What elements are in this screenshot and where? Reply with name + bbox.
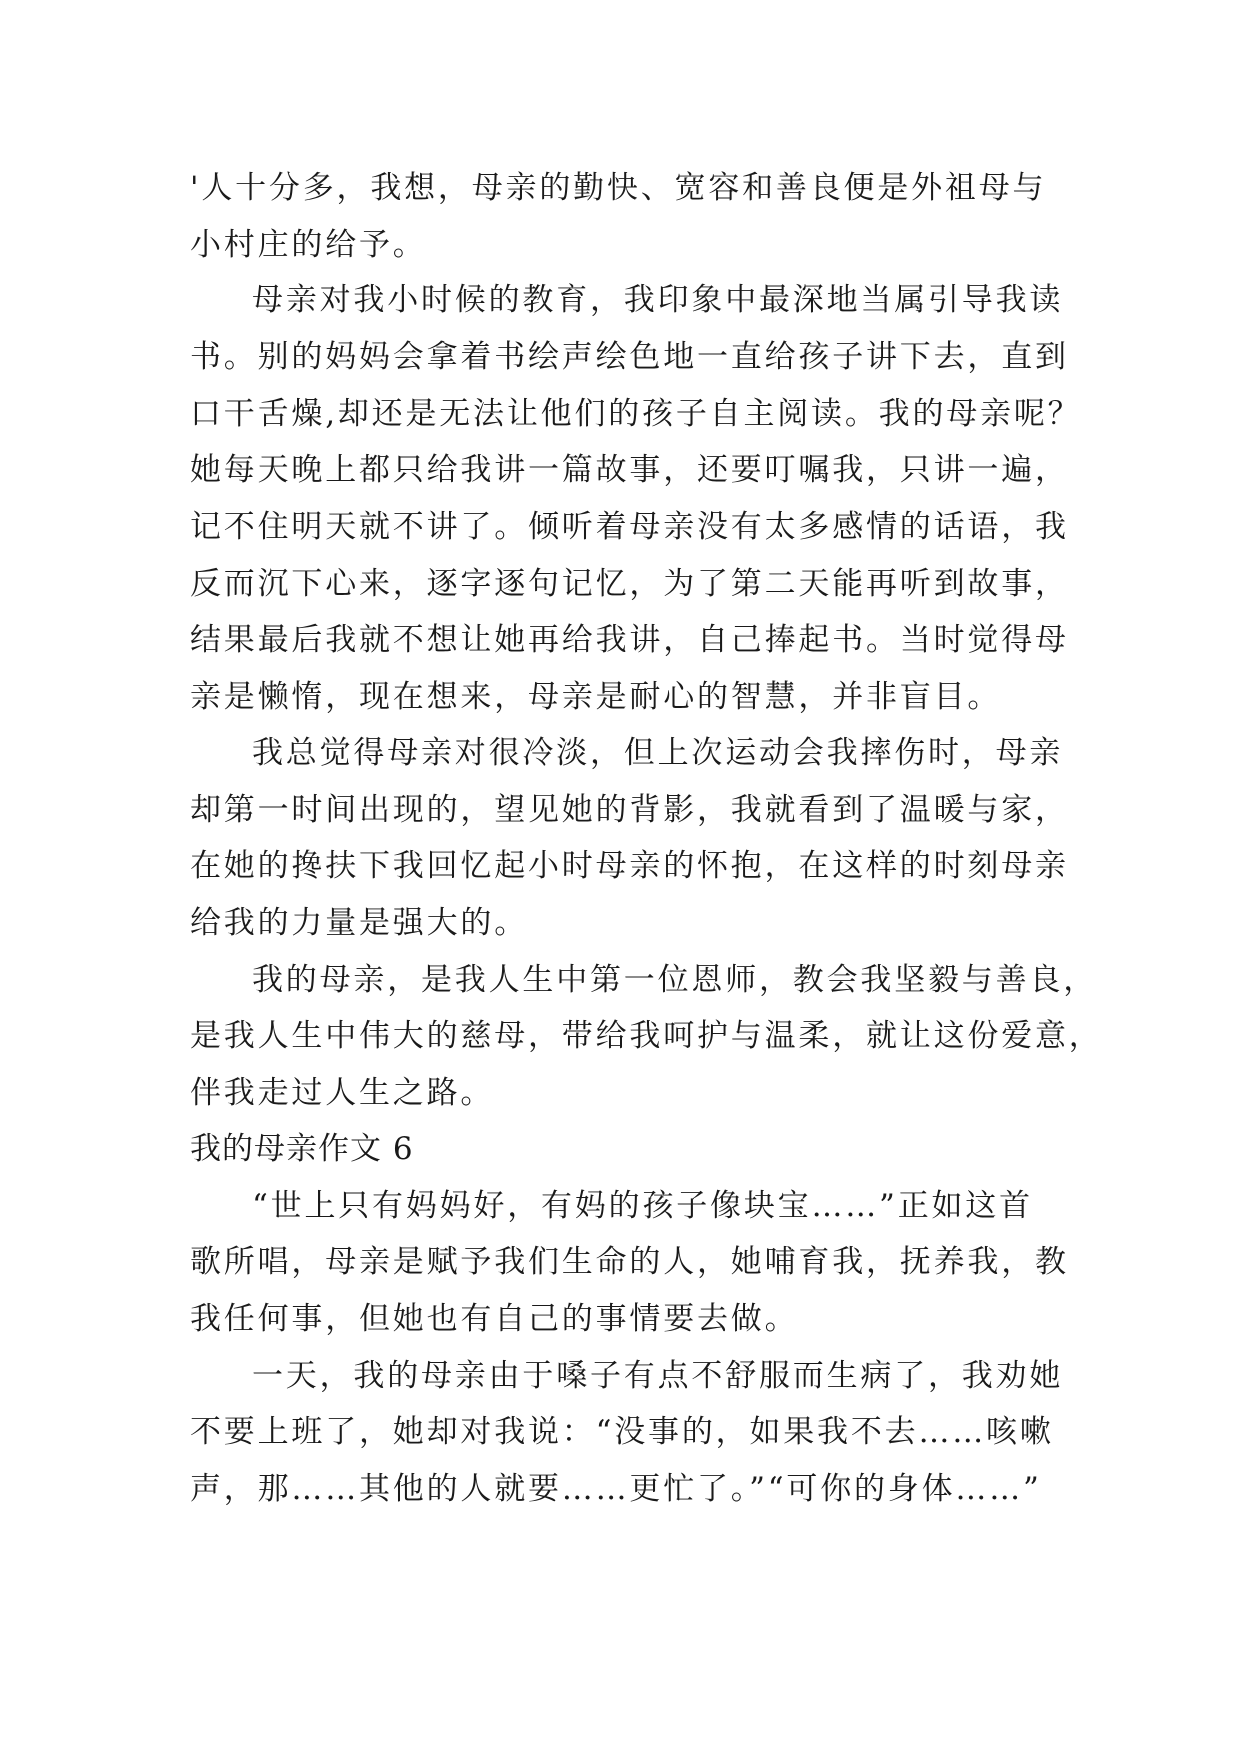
- text-line: 记不住明天就不讲了。倾听着母亲没有太多感情的话语，我: [190, 509, 1069, 545]
- text-line: 是我人生中伟大的慈母，带给我呵护与温柔，就让这份爱意，: [190, 1018, 1103, 1054]
- text-line: '人十分多，我想，母亲的勤快、宽容和善良便是外祖母与: [190, 170, 1047, 206]
- text-line: 在她的搀扶下我回忆起小时母亲的怀抱，在这样的时刻母亲: [190, 848, 1069, 884]
- paragraph-start-line: 母亲对我小时候的教育，我印象中最深地当属引导我读: [252, 282, 1064, 318]
- text-line: 给我的力量是强大的。: [190, 905, 528, 941]
- text-line: 口干舌燥,却还是无法让他们的孩子自主阅读。我的母亲呢？: [190, 396, 1082, 432]
- text-line: 她每天晚上都只给我讲一篇故事，还要叮嘱我，只讲一遍，: [190, 452, 1069, 488]
- paragraph-start-line: “世上只有妈妈好，有妈的孩子像块宝……”正如这首: [252, 1188, 1033, 1224]
- text-line: 小村庄的给予。: [190, 227, 427, 263]
- text-line: 书。别的妈妈会拿着书绘声绘色地一直给孩子讲下去，直到: [190, 339, 1069, 375]
- text-line: 伴我走过人生之路。: [190, 1075, 495, 1111]
- text-line: 亲是懒惰，现在想来，母亲是耐心的智慧，并非盲目。: [190, 679, 1002, 715]
- text-line: 却第一时间出现的，望见她的背影，我就看到了温暖与家，: [190, 792, 1069, 828]
- text-line: 我任何事，但她也有自己的事情要去做。: [190, 1301, 799, 1337]
- paragraph-start-line: 一天，我的母亲由于嗓子有点不舒服而生病了，我劝她: [252, 1358, 1064, 1394]
- paragraph-start-line: 我的母亲，是我人生中第一位恩师，教会我坚毅与善良，: [252, 962, 1097, 998]
- text-line: 结果最后我就不想让她再给我讲，自己捧起书。当时觉得母: [190, 622, 1069, 658]
- text-line: 声，那……其他的人就要……更忙了。”“可你的身体……”: [190, 1471, 1042, 1507]
- paragraph-start-line: 我总觉得母亲对很冷淡，但上次运动会我摔伤时，母亲: [252, 735, 1064, 771]
- text-line: 不要上班了，她却对我说：“没事的，如果我不去……咳嗽: [190, 1414, 1054, 1450]
- section-heading: 我的母亲作文 6: [190, 1131, 414, 1167]
- text-line: 歌所唱，母亲是赋予我们生命的人，她哺育我，抚养我，教: [190, 1244, 1069, 1280]
- text-line: 反而沉下心来，逐字逐句记忆，为了第二天能再听到故事，: [190, 566, 1069, 602]
